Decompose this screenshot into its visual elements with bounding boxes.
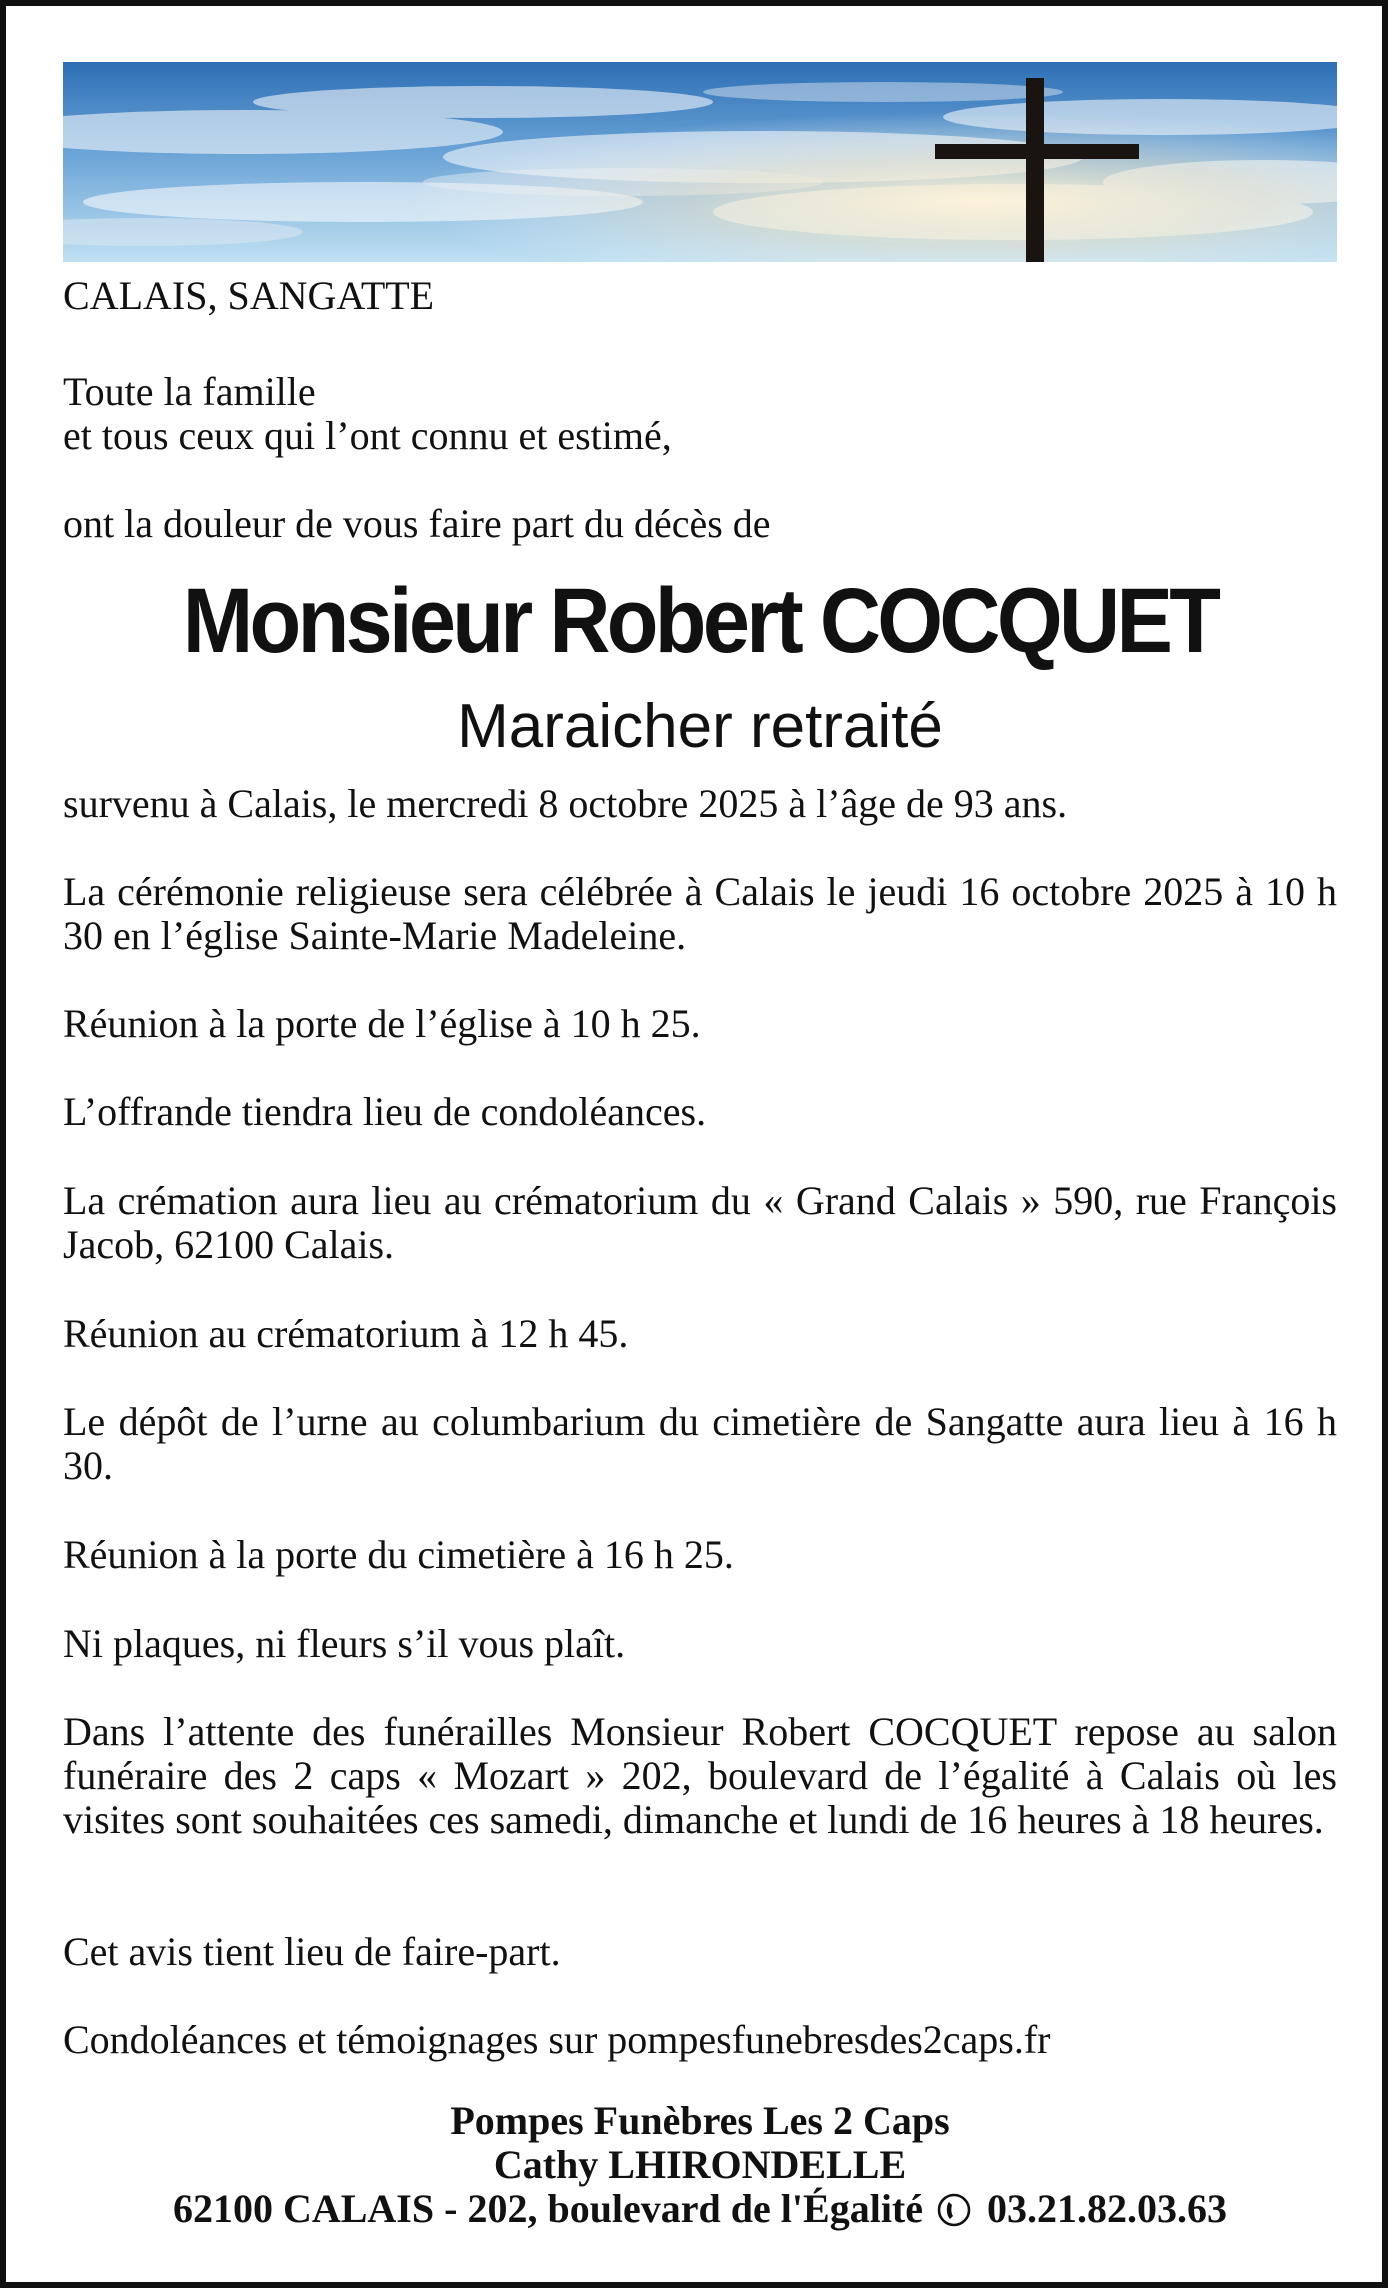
paragraph-condolences: Condoléances et témoignages sur pompesfunebresdes2caps.fr xyxy=(63,2017,1051,2062)
paragraph-notice: Cet avis tient lieu de faire-part. xyxy=(63,1929,561,1974)
sky-cross-image xyxy=(63,62,1337,262)
paragraph-ceremony: La cérémonie religieuse sera célébrée à Calais le jeudi 16 octobre 2025 à 10 h 30 en l’église Sainte-Marie Madeleine. xyxy=(63,869,1337,958)
intro-family: Toute la famille xyxy=(63,369,316,414)
paragraph-church-meeting: Réunion à la porte de l’église à 10 h 25. xyxy=(63,1001,701,1046)
location-line: CALAIS, SANGATTE xyxy=(63,273,435,318)
paragraph-cemetery-meeting: Réunion à la porte du cimetière à 16 h 25. xyxy=(63,1532,734,1577)
paragraph-death-date: survenu à Calais, le mercredi 8 octobre 2025 à l’âge de 93 ans. xyxy=(63,781,1068,826)
deceased-name: Monsieur Robert COCQUET xyxy=(182,570,1218,672)
funeral-home-address: 62100 CALAIS - 202, boulevard de l'Égalité xyxy=(172,2186,924,2231)
announcement-line: ont la douleur de vous faire part du décès de xyxy=(63,501,771,546)
intro-acquaintances: et tous ceux qui l’ont connu et estimé, xyxy=(63,413,672,458)
paragraph-funeral-salon: Dans l’attente des funérailles Monsieur Robert COCQUET repose au salon funéraire des 2 caps « Mozart » 202, boulevard de l’égalité à Calais où les visites sont souhaitées ces samedi, dimanche et lundi de 16 heures à 18 heures. xyxy=(63,1709,1337,1842)
paragraph-crematorium-meeting: Réunion au crématorium à 12 h 45. xyxy=(63,1311,629,1356)
funeral-director: Cathy LHIRONDELLE xyxy=(493,2142,907,2187)
paragraph-urn: Le dépôt de l’urne au columbarium du cimetière de Sangatte aura lieu à 16 h 30. xyxy=(63,1399,1337,1488)
funeral-home-name: Pompes Funèbres Les 2 Caps xyxy=(450,2098,950,2143)
paragraph-cremation: La crémation aura lieu au crématorium du « Grand Calais » 590, rue François Jacob, 62100 Calais. xyxy=(63,1178,1337,1267)
paragraph-offering: L’offrande tiendra lieu de condoléances. xyxy=(63,1089,707,1134)
sky-cross-banner xyxy=(63,62,1337,262)
phone-icon xyxy=(937,2193,971,2227)
funeral-home-phone: 03.21.82.03.63 xyxy=(987,2186,1228,2231)
funeral-home-contact xyxy=(6,2187,1388,2231)
paragraph-no-flowers: Ni plaques, ni fleurs s’il vous plaît. xyxy=(63,1621,626,1666)
deceased-profession: Maraicher retraité xyxy=(457,692,943,761)
